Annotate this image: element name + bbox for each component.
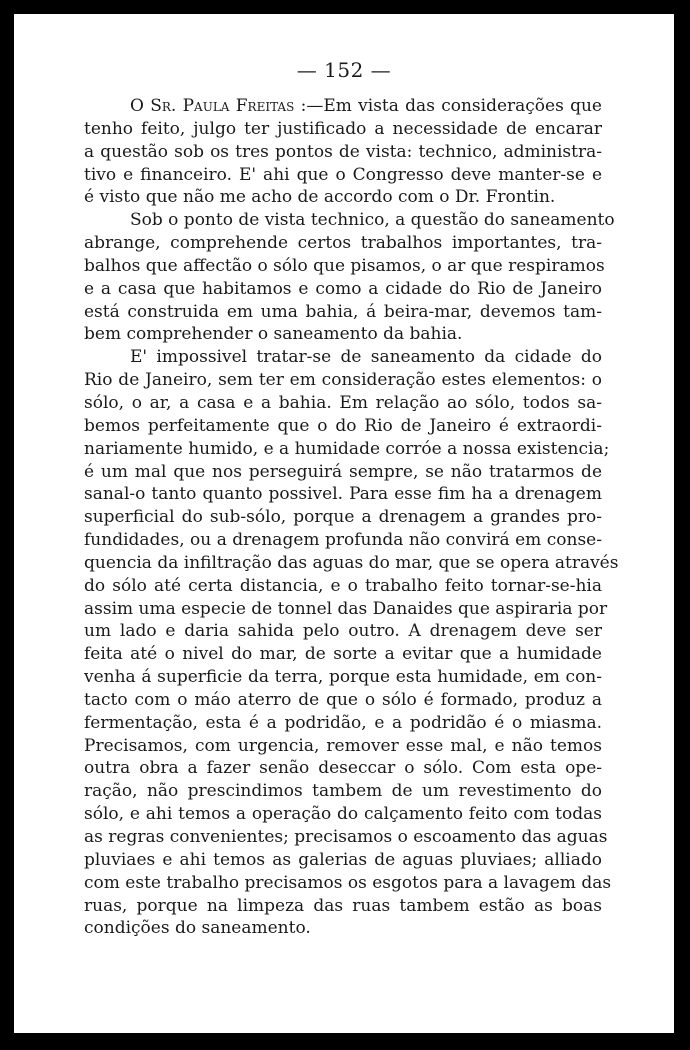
- text-line: Rio de Janeiro, sem ter em consideração estes elementos: o: [84, 370, 602, 391]
- text-line: a questão sob os tres pontos de vista: technico, administra-: [84, 141, 602, 162]
- text-line: é visto que não me acho de accordo com o Dr. Frontin.: [84, 187, 556, 208]
- text-line: E' impossivel tratar-se de saneamento da cidade do: [130, 347, 602, 368]
- text-line: fermentação, esta é a podridão, e a podridão é o miasma.: [84, 712, 602, 733]
- text-line: abrange, comprehende certos trabalhos importantes, tra-: [84, 233, 602, 254]
- text-line: sanal-o tanto quanto possivel. Para esse fim ha a drenagem: [84, 484, 602, 505]
- text-line: ruas, porque na limpeza das ruas tambem estão as boas: [84, 895, 602, 916]
- text-line: sólo, e ahi temos a operação do calçamento feito com todas: [84, 804, 602, 825]
- speaker-name: O Sr. Paula Freitas: [130, 96, 295, 116]
- text-line: [84, 95, 602, 118]
- text-line: superficial do sub-sólo, porque a drenagem a grandes pro-: [84, 507, 602, 528]
- text-line: Sob o ponto de vista technico, a questão do saneamento: [130, 210, 615, 231]
- paragraph-2: [84, 209, 615, 346]
- text-line: bem comprehender o saneamento da bahia.: [84, 324, 463, 345]
- text-line: fundidades, ou a drenagem profunda não convirá em conse-: [84, 530, 602, 551]
- text-line: com este trabalho precisamos os esgotos para a lavagem das: [84, 872, 612, 893]
- text-line: assim uma especie de tonnel das Danaides que aspiraria por: [84, 598, 608, 619]
- text-line: sólo, o ar, a casa e a bahia. Em relação ao sólo, todos sa-: [84, 392, 602, 413]
- text-line: venha á superficie da terra, porque esta humidade, em con-: [84, 667, 602, 688]
- text-line: Precisamos, com urgencia, remover esse mal, e não temos: [84, 735, 602, 756]
- text-line: está construida em uma bahia, á beira-mar, devemos tam-: [84, 301, 602, 322]
- text-line: feita até o nivel do mar, de sorte a evitar que a humidade: [84, 644, 602, 665]
- text-line: condições do saneamento.: [84, 918, 311, 939]
- text-line: balhos que affectão o sólo que pisamos, o ar que respiramos: [84, 255, 605, 276]
- page: [14, 14, 674, 1033]
- body-text: [84, 95, 619, 940]
- text-line: bemos perfeitamente que o do Rio de Janeiro é extraordi-: [84, 415, 602, 436]
- text-line: pluviaes e ahi temos as galerias de aguas pluviaes; alliado: [84, 849, 602, 870]
- text-line: nariamente humido, e a humidade corróe a nossa existencia;: [84, 438, 610, 459]
- text-line: ração, não prescindimos tambem de um revestimento do: [84, 781, 602, 802]
- text-line: as regras convenientes; precisamos o escoamento das aguas: [84, 827, 608, 847]
- text-line: e a casa que habitamos e como a cidade do Rio de Janeiro: [84, 278, 602, 299]
- text-line: é um mal que nos perseguirá sempre, se não tratarmos de: [84, 461, 602, 482]
- text-line: um lado e daria sahida pelo outro. A drenagem deve ser: [84, 621, 602, 642]
- text-line: do sólo até certa distancia, e o trabalho feito tornar-se-hia: [84, 575, 602, 596]
- text-line: tenho feito, julgo ter justificado a necessidade de encarar: [84, 118, 602, 139]
- text-line: tacto com o máo aterro de que o sólo é formado, produz a: [84, 689, 602, 710]
- text-line: outra obra a fazer senão deseccar o sólo. Com esta ope-: [84, 758, 602, 779]
- text-line: quencia da infiltração das aguas do mar, que se opera através: [84, 552, 619, 573]
- paragraph-1: [84, 95, 602, 209]
- paragraph-3: [84, 346, 619, 940]
- text-fragment: :—Em vista das considerações que: [300, 96, 602, 116]
- page-number: — 152 —: [296, 58, 392, 82]
- text-line: tivo e financeiro. E' ahi que o Congresso deve manter-se e: [84, 164, 602, 185]
